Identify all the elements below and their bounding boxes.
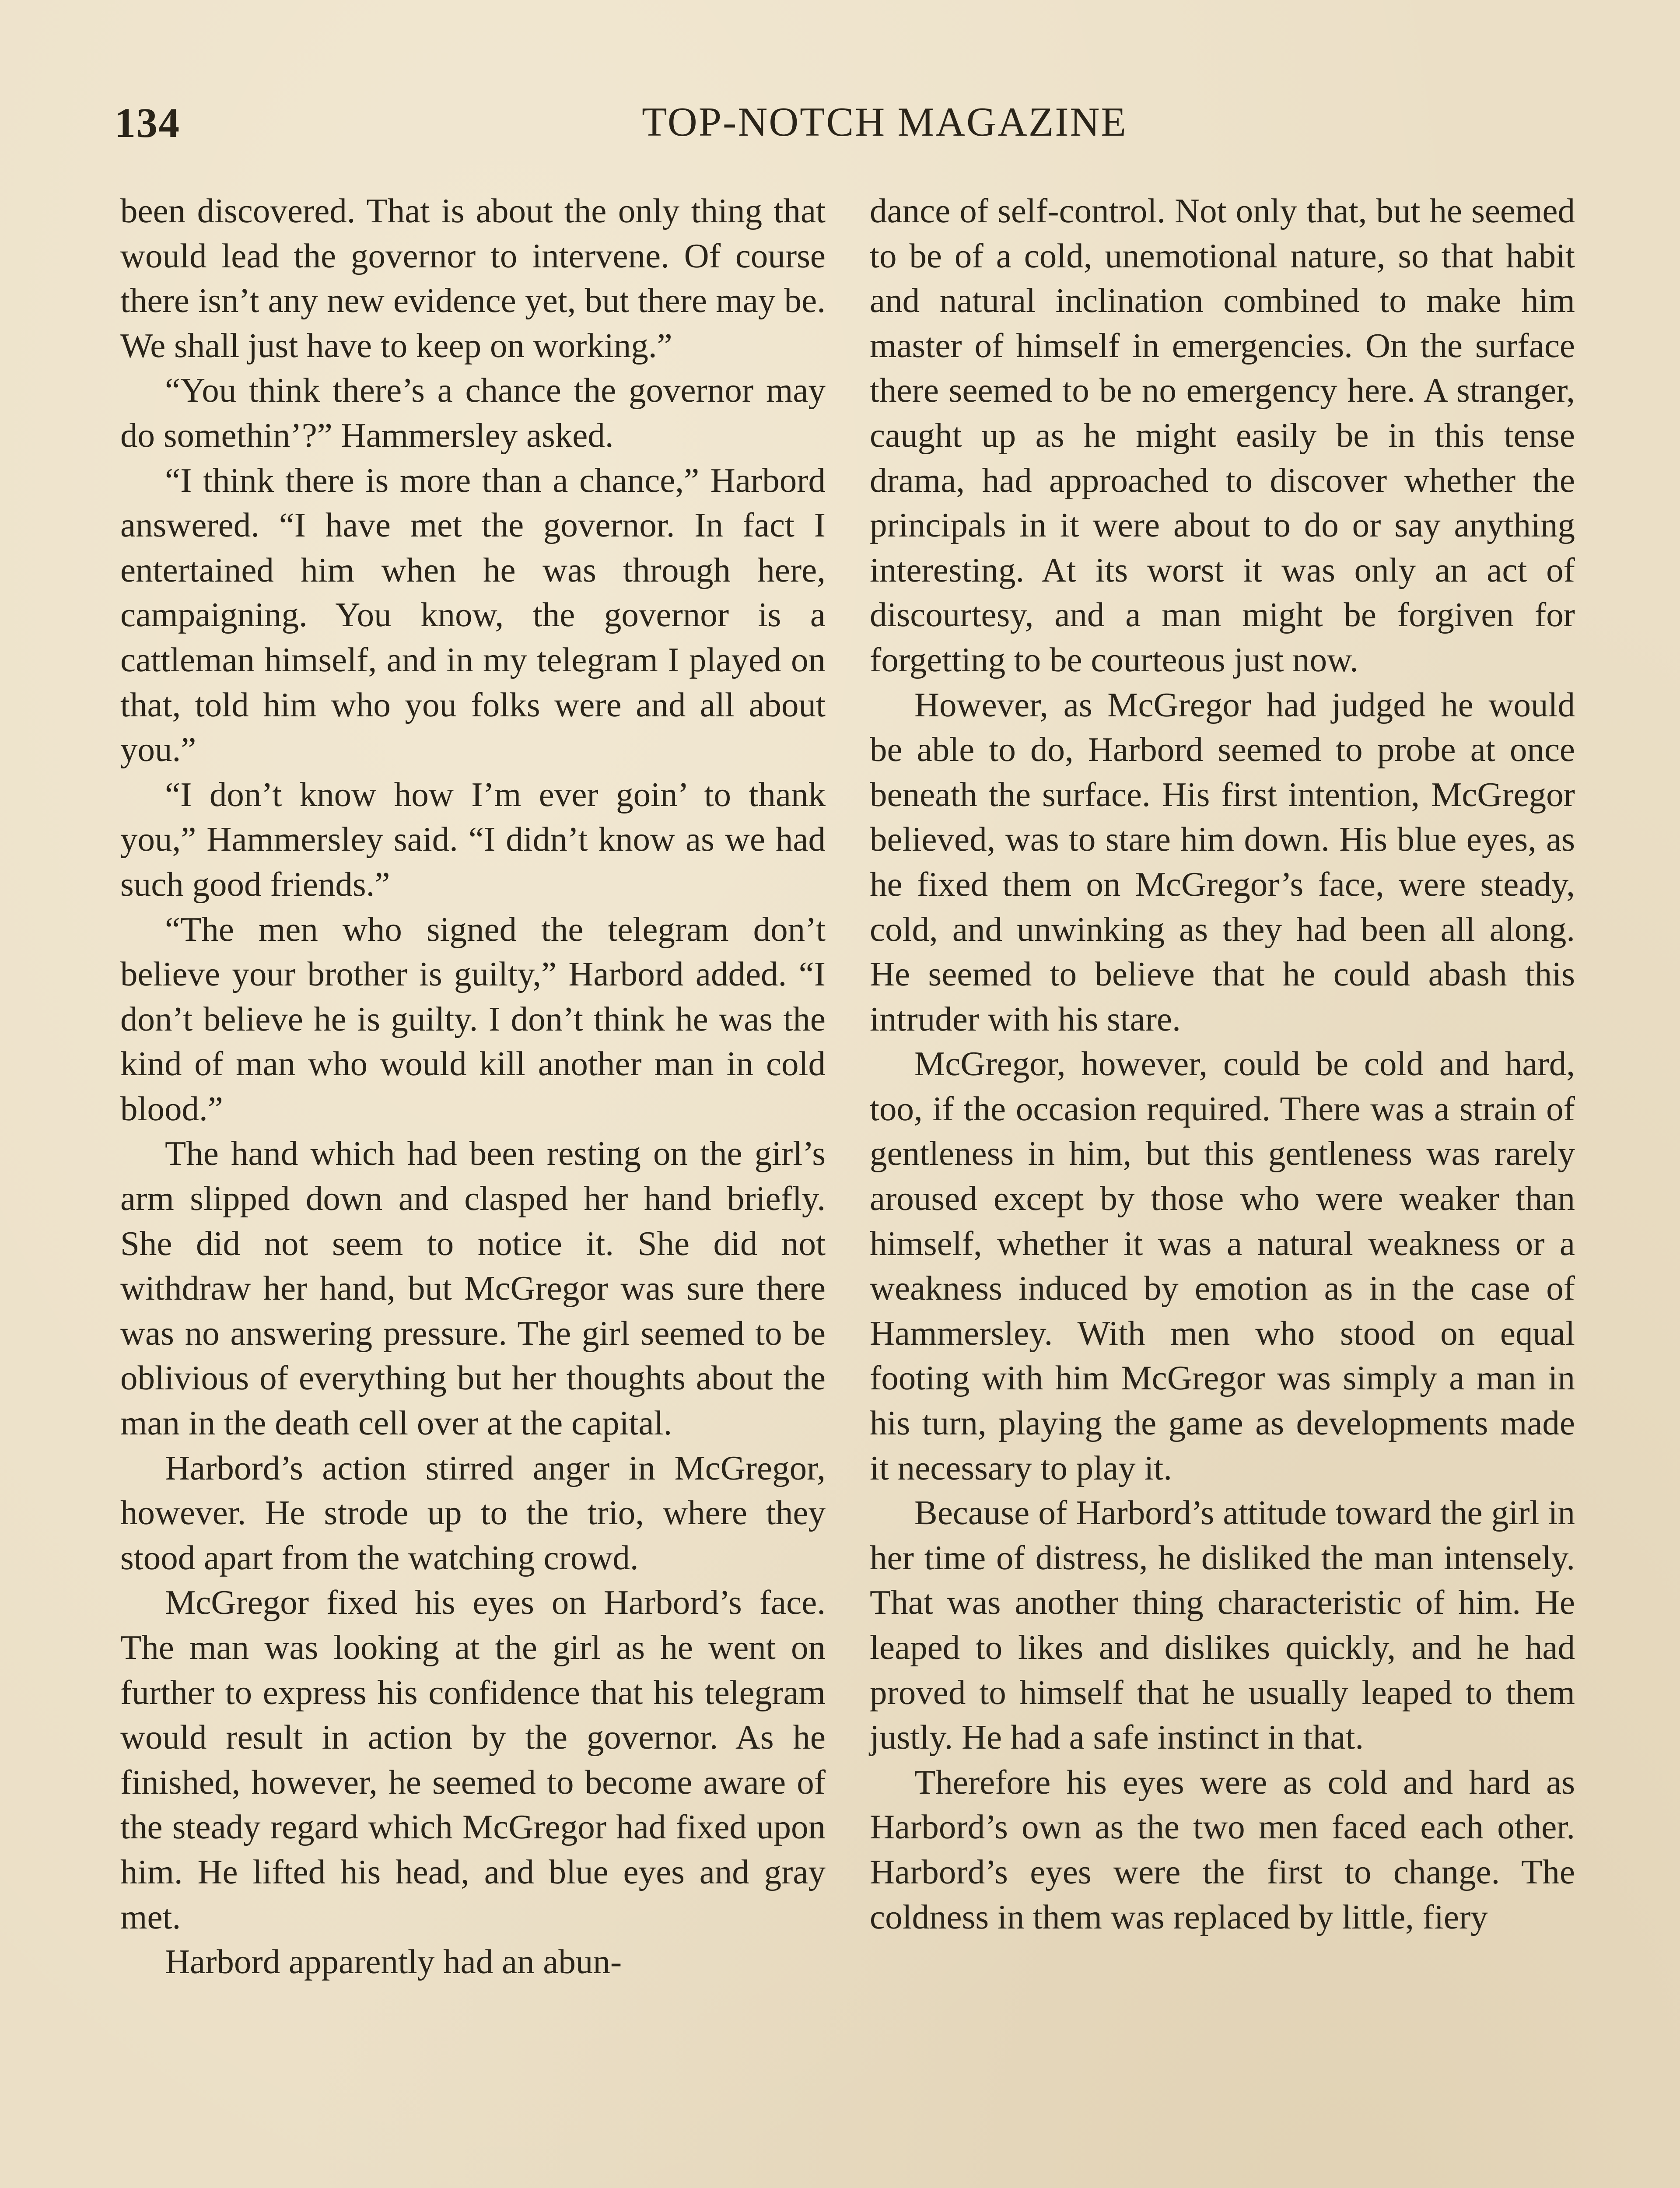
- paragraph: “I don’t know how I’m ever goin’ to thank you,” Hammersley said. “I didn’t know as we had such good friends.”: [120, 775, 826, 904]
- paragraph: Because of Harbord’s attitude toward the girl in her time of distress, he disliked the man intensely. That was another thing characteristic of him. He leaped to likes and dislikes quickly, and he had proved to himself that he usually leaped to them justly. He had a safe instinct in that.: [870, 1494, 1575, 1757]
- paragraph: Harbord’s action stirred anger in McGregor, however. He strode up to the trio, where they stood apart from the watching crowd.: [120, 1449, 826, 1577]
- right-column: [870, 189, 1575, 1940]
- paragraph: McGregor, however, could be cold and hard, too, if the occasion required. There was a strain of gentleness in him, but this gentleness was rarely aroused except by those who were weaker than himself, whether it was a natural weakness or a weakness induced by emotion as in the case of Hammersley. With men who stood on equal footing with him McGregor was simply a man in his turn, playing the game as developments made it necessary to play it.: [870, 1045, 1575, 1487]
- paragraph: Harbord apparently had an abun-: [165, 1943, 622, 1981]
- paragraph: “You think there’s a chance the governor may do somethin’?” Hammersley asked.: [120, 372, 826, 455]
- running-title: TOP-NOTCH MAGAZINE: [642, 99, 1127, 145]
- paragraph: McGregor fixed his eyes on Harbord’s face. The man was looking at the girl as he went on further to express his confidence that his telegram would result in action by the governor. As he finished, however, he seemed to become aware of the steady regard which McGregor had fixed upon him. He lifted his head, and blue eyes and gray met.: [120, 1584, 826, 1936]
- paragraph: dance of self-control. Not only that, but he seemed to be of a cold, unemotional nature, so that habit and natural inclination combined to make him master of himself in emergencies. On the surface there seemed to be no emergency here. A stranger, caught up as he might easily be in this tense drama, had approached to discover whether the principals in it were about to do or say anything interesting. At its worst it was only an act of discourtesy, and a man might be forgiven for forgetting to be courteous just now.: [870, 192, 1575, 679]
- paragraph: Therefore his eyes were as cold and hard as Harbord’s own as the two men faced each other. Harbord’s eyes were the first to change. The coldness in them was replaced by little, fiery: [870, 1763, 1575, 1936]
- left-column: [120, 189, 826, 1985]
- page-header: [115, 98, 1576, 151]
- page-number: 134: [115, 99, 180, 146]
- paragraph: However, as McGregor had judged he would be able to do, Harbord seemed to probe at once beneath the surface. His first intention, McGregor believed, was to stare him down. His blue eyes, as he fixed them on McGregor’s face, were steady, cold, and unwinking as they had been all along. He seemed to believe that he could abash this intruder with his stare.: [870, 686, 1575, 1038]
- paragraph: The hand which had been resting on the girl’s arm slipped down and clasped her hand briefly. She did not seem to notice it. She did not withdraw her hand, but McGregor was sure there was no answering pressure. The girl seemed to be oblivious of everything but her thoughts about the man in the death cell over at the capital.: [120, 1135, 826, 1443]
- paragraph: “The men who signed the telegram don’t believe your brother is guilty,” Harbord added. “I don’t believe he is guilty. I don’t think he was the kind of man who would kill another man in cold blood.”: [120, 910, 826, 1128]
- paragraph: been discovered. That is about the only thing that would lead the governor to intervene. Of course there isn’t any new evidence yet, but there may be. We shall just have to keep on working.”: [120, 192, 826, 365]
- paragraph: “I think there is more than a chance,” Harbord answered. “I have met the governor. In fact I entertained him when he was through here, campaigning. You know, the governor is a cattleman himself, and in my telegram I played on that, told him who you folks were and all about you.”: [120, 461, 826, 769]
